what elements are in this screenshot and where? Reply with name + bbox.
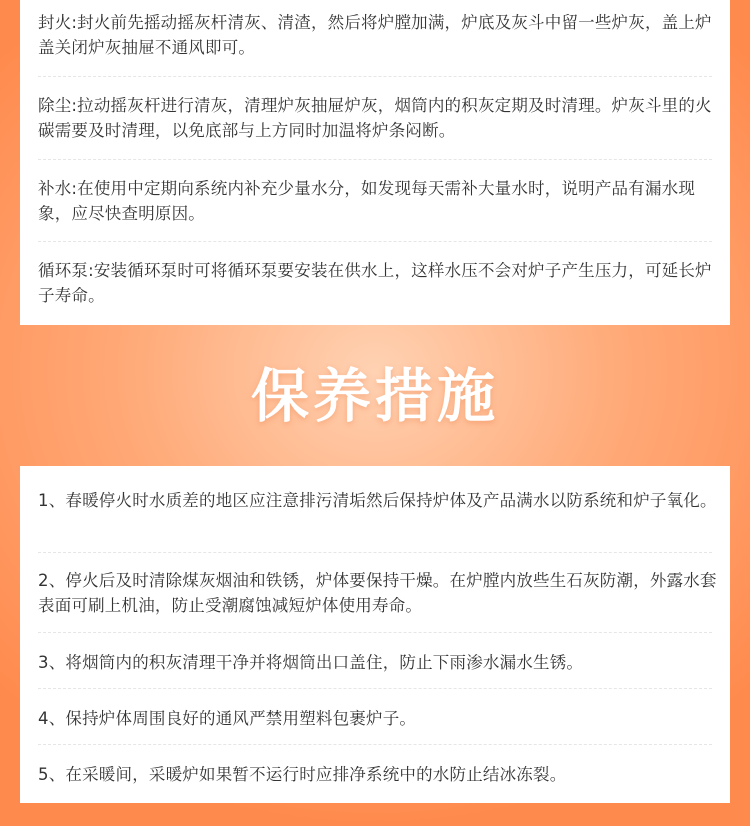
maintenance-card [20, 466, 730, 803]
divider [38, 552, 712, 553]
tip-water-refill: 补水:在使用中定期向系统内补充少量水分，如发现每天需补大量水时，说明产品有漏水现象，应尽快查明原因。 [38, 179, 696, 223]
maintenance-item-4: 4、保持炉体周围良好的通风严禁用塑料包裹炉子。 [38, 709, 417, 728]
divider [38, 688, 712, 689]
tip-sealing-fire: 封火:封火前先摇动摇灰杆清灰、清渣，然后将炉膛加满，炉底及灰斗中留一些炉灰，盖上炉盖关闭炉灰抽屉不通风即可。 [38, 13, 712, 57]
maintenance-item-2: 2、停火后及时清除煤灰烟油和铁锈，炉体要保持干燥。在炉膛内放些生石灰防潮，外露水套表面可刷上机油，防止受潮腐蚀减短炉体使用寿命。 [38, 571, 717, 615]
divider [38, 744, 712, 745]
divider [38, 241, 712, 242]
tip-circulation-pump: 循环泵:安装循环泵时可将循环泵要安装在供水上，这样水压不会对炉子产生压力，可延长炉子寿命。 [38, 261, 712, 305]
maintenance-item-3: 3、将烟筒内的积灰清理干净并将烟筒出口盖住，防止下雨渗水漏水生锈。 [38, 653, 584, 672]
tip-dust-removal: 除尘:拉动摇灰杆进行清灰，清理炉灰抽屉炉灰，烟筒内的积灰定期及时清理。炉灰斗里的火碳需要及时清理，以免底部与上方同时加温将炉条闷断。 [38, 96, 712, 140]
divider [38, 159, 712, 160]
divider [38, 76, 712, 77]
maintenance-item-1: 1、春暖停火时水质差的地区应注意排污清垢然后保持炉体及产品满水以防系统和炉子氧化。 [38, 491, 717, 510]
maintenance-item-5: 5、在采暖间，采暖炉如果暂不运行时应排净系统中的水防止结冰冻裂。 [38, 765, 567, 784]
section-title: 保养措施 [250, 362, 499, 430]
usage-tips-card [20, 0, 730, 325]
divider [38, 632, 712, 633]
